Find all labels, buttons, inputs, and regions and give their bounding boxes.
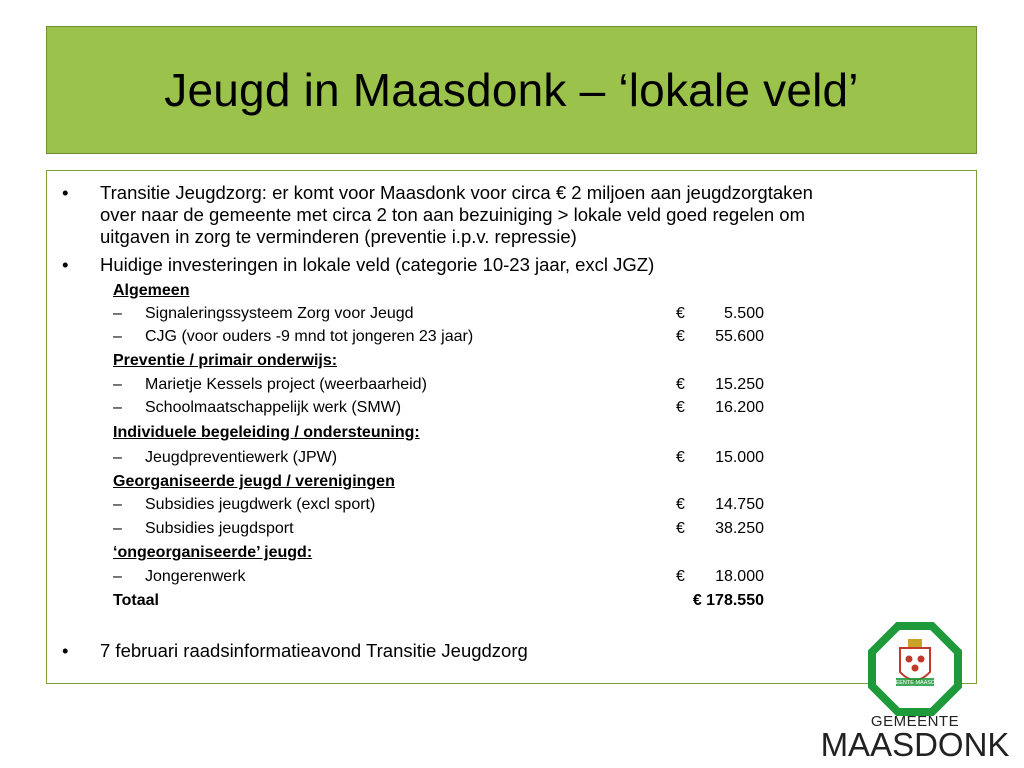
dash-marker: – [113,520,122,537]
budget-row [113,327,813,347]
title-banner [46,26,977,154]
budget-row [113,495,813,515]
budget-item-label: Marietje Kessels project (weerbaarheid) [145,376,427,393]
logo-line1: GEMEENTE [870,713,960,730]
bullet-dot: • [62,640,69,661]
gemeente-maasdonk-logo [812,622,1018,762]
budget-item-label: Schoolmaatschappelijk werk (SMW) [145,399,402,416]
bullet-text: 7 februari raadsinformatieavond Transitie Jeugdzorg [100,640,528,661]
amount-value: 38.250 [715,520,764,537]
bullet-dot: • [62,182,69,203]
total-label: Totaal [113,592,159,609]
budget-item-label: Subsidies jeugdwerk (excl sport) [145,496,376,513]
bullet-text: Huidige investeringen in lokale veld (categorie 10-23 jaar, excl JGZ) [100,254,655,275]
logo-line2: MAASDONK [820,726,1010,762]
budget-item-label: Jongerenwerk [145,568,246,585]
dash-marker: – [113,568,122,585]
budget-row [113,304,813,324]
amount-value: 14.750 [715,496,764,513]
currency-sign: € [676,449,685,466]
slide-title: Jeugd in Maasdonk – ‘lokale veld’ [164,64,859,116]
currency-sign: € [676,496,685,513]
amount-value: 15.000 [715,449,764,466]
currency-sign: € [676,376,685,393]
currency-sign: € [676,328,685,345]
category-heading [113,281,813,301]
ribbon-text: GEMEENTE MAASDONK [883,680,947,686]
dash-marker: – [113,305,122,322]
category-label: Georganiseerde jeugd / verenigingen [113,473,395,490]
category-label: ‘ongeorganiseerde’ jeugd: [113,544,313,561]
currency-sign: € [676,305,685,322]
budget-row [113,448,813,468]
bullet-text-line: uitgaven in zorg te verminderen (preventie i.p.v. repressie) [100,226,577,247]
bullet-dot: • [62,254,69,275]
logo-graphic [812,622,1018,762]
currency-sign: € [676,568,685,585]
category-label: Individuele begeleiding / ondersteuning: [113,424,420,441]
dash-marker: – [113,328,122,345]
dash-marker: – [113,496,122,513]
category-heading [113,351,813,371]
crown-icon [908,639,922,647]
budget-item-label: CJG (voor ouders -9 mnd tot jongeren 23 jaar) [145,328,474,345]
budget-row [113,519,813,539]
amount-value: 16.200 [715,399,764,416]
amount-value: 18.000 [715,568,764,585]
category-heading [113,543,813,563]
shield-dot [912,665,919,672]
budget-row [113,375,813,395]
bullet-investeringen [62,254,962,276]
bullet-text-line: over naar de gemeente met circa 2 ton aan bezuiniging > lokale veld goed regelen om [100,204,805,225]
shield-dot [918,656,925,663]
total-amount-value: € 178.550 [692,592,764,609]
amount-value: 5.500 [723,305,764,322]
amount-value: 55.600 [715,328,764,345]
dash-marker: – [113,399,122,416]
bullet-transitie [62,182,962,248]
budget-item-label: Subsidies jeugdsport [145,520,294,537]
currency-sign: € [676,399,685,416]
budget-row [113,567,813,587]
budget-row [113,398,813,418]
shield-dot [906,656,913,663]
shield-icon [900,648,930,680]
category-label: Algemeen [113,282,190,299]
category-heading [113,472,813,492]
category-label: Preventie / primair onderwijs: [113,352,338,369]
amount-value: 15.250 [715,376,764,393]
budget-item-label: Jeugdpreventiewerk (JPW) [145,449,338,466]
total-row [113,591,813,611]
dash-marker: – [113,449,122,466]
category-heading [113,423,813,443]
bullet-text-line: Transitie Jeugdzorg: er komt voor Maasdonk voor circa € 2 miljoen aan jeugdzorgtaken [100,182,813,203]
budget-item-label: Signaleringssysteem Zorg voor Jeugd [145,305,414,322]
dash-marker: – [113,376,122,393]
currency-sign: € [676,520,685,537]
